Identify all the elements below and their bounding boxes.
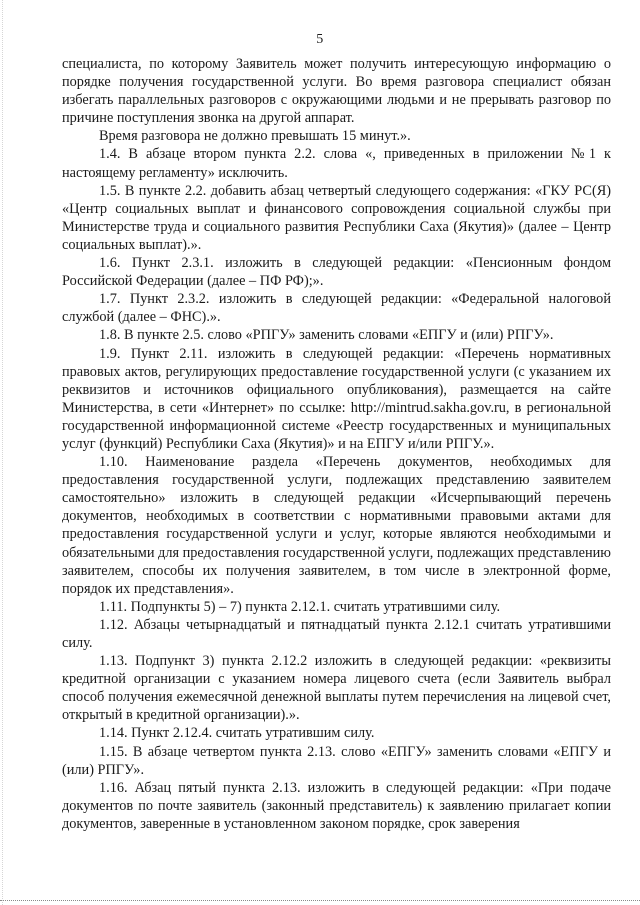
paragraph: 1.13. Подпункт 3) пункта 2.12.2 изложить в следующей редакции: «реквизиты кредитной организации с указанием номера лицевого счета (если Заявитель выбрал способ получения ежемесячной денежной выплаты путем перечисления на лицевой счет, открытый в кредитной организации).». [62,653,611,724]
paragraph: 1.4. В абзаце втором пункта 2.2. слова «, приведенных в приложении №1 к настоящему регламенту» исключить. [62,146,611,181]
paragraph: 1.9. Пункт 2.11. изложить в следующей редакции: «Перечень нормативных правовых актов, регулирующих предоставление государственной услуги (с указанием их реквизитов и источников официального опубликования), размещается на сайте Министерства, в сети «Интернет» по ссылке: http://mintrud.sakha.gov.ru, в региональной государственной информационной системе «Реестр государственных и муниципальных услуг (функций) Республики Саха (Якутия)» и на ЕПГУ и/или РПГУ.». [62,345,611,452]
paragraph: 1.14. Пункт 2.12.4. считать утратившим силу. [99,725,375,742]
paragraph: 1.10. Наименование раздела «Перечень документов, необходимых для предоставления государственной услуги, подлежащих представлению заявителем самостоятельно» изложить в следующей редакции «Исчерпывающий перечень документов, необходимых в соответствии с нормативными правовыми актами для предоставления государственной услуги и услуг, которые являются необходимыми и обязательными для предоставления государственной услуги, подлежащих представлению заявителем, способы их получения заявителем, в том числе в электронной форме, порядок их представления». [62,454,611,597]
paragraph: 1.16. Абзац пятый пункта 2.13. изложить в следующей редакции: «При подаче документов по почте заявитель (законный представитель) к заявлению прилагает копии документов, заверенные в установленном законом порядке, срок заверения [62,779,611,832]
paragraph: Время разговора не должно превышать 15 минут.». [99,128,411,145]
paragraph: 1.5. В пункте 2.2. добавить абзац четвертый следующего содержания: «ГКУ РС(Я) «Центр социальных выплат и финансового сопровождения социальной службы при Министерстве труда и социального развития Республики Саха (Якутия)» (далее – Центр социальных выплат).». [62,182,611,253]
paragraph: 1.8. В пункте 2.5. слово «РПГУ» заменить словами «ЕПГУ и (или) РПГУ». [99,327,554,344]
paragraph: 1.11. Подпункты 5) – 7) пункта 2.12.1. считать утратившими силу. [99,598,501,615]
scan-margin-line [2,0,3,905]
paragraph: 1.15. В абзаце четвертом пункта 2.13. слово «ЕПГУ» заменить словами «ЕПГУ и (или) РПГУ». [62,743,611,778]
paragraph: 1.7. Пункт 2.3.2. изложить в следующей редакции: «Федеральной налоговой службой (далее – ФНС).». [62,291,611,326]
paragraph: 1.6. Пункт 2.3.1. изложить в следующей редакции: «Пенсионным фондом Российской Федерации (далее – ПФ РФ);». [62,255,611,290]
document-body [62,55,611,833]
paragraph: 1.12. Абзацы четырнадцатый и пятнадцатый пункта 2.12.1 считать утратившими силу. [62,616,611,651]
page-bottom-rule [0,900,640,901]
page-number: 5 [316,32,324,47]
paragraph: специалиста, по которому Заявитель может получить интересующую информацию о порядке получения государственной услуги. Во время разговора специалист обязан избегать параллельных разговоров с окружающими людьми и не прерывать разговор по причине поступления звонка на другой аппарат. [62,56,611,127]
